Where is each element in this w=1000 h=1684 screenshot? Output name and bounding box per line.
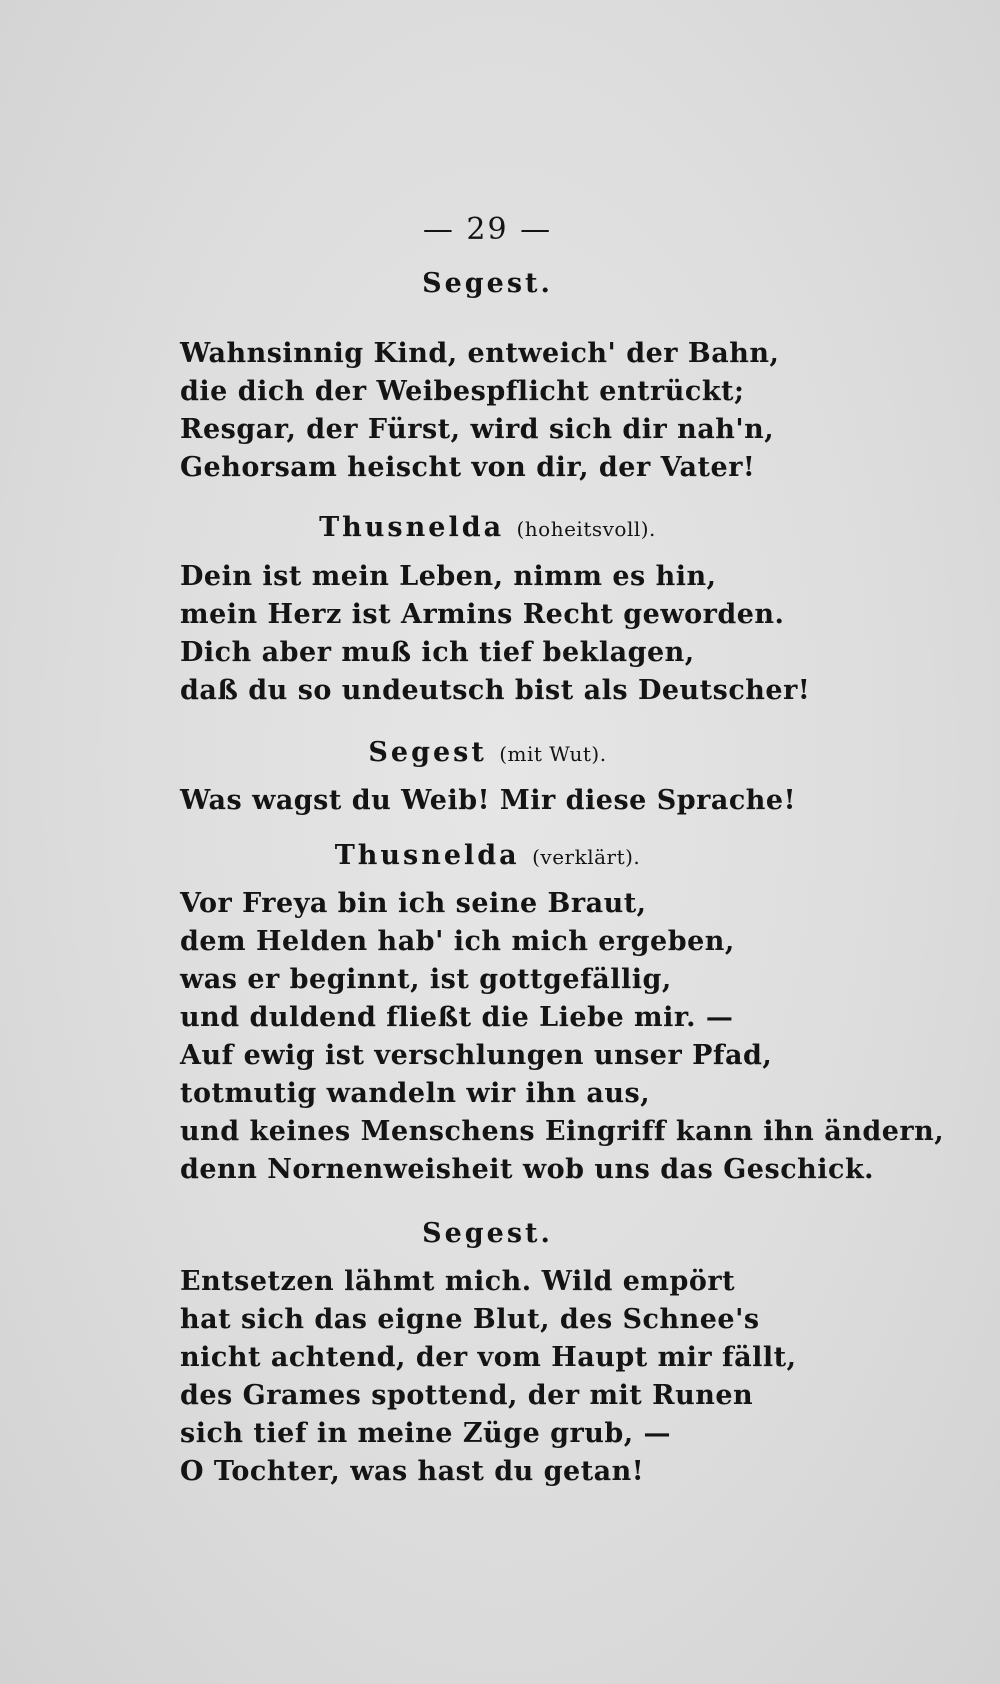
speaker-heading <box>0 268 975 299</box>
verse-line: und duldend fließt die Liebe mir. — <box>180 1002 734 1033</box>
speaker-name: Segest. <box>422 1218 553 1249</box>
verse-line: hat sich das eigne Blut, des Schnee's <box>180 1304 760 1335</box>
verse-line: des Grames spottend, der mit Runen <box>180 1380 754 1411</box>
verse-line: Auf ewig ist verschlungen unser Pfad, <box>180 1040 773 1071</box>
verse-line: dem Helden hab' ich mich ergeben, <box>180 926 735 957</box>
verse-line: Resgar, der Fürst, wird sich dir nah'n, <box>180 414 775 445</box>
verse-line: die dich der Weibespflicht entrückt; <box>180 376 745 407</box>
speaker-name: Thusnelda <box>319 512 505 543</box>
verse-line: Dich aber muß ich tief beklagen, <box>180 637 695 668</box>
verse-line: Gehorsam heischt von dir, der Vater! <box>180 452 756 483</box>
verse-line: daß du so undeutsch bist als Deutscher! <box>180 675 811 706</box>
speaker-heading <box>0 1218 975 1249</box>
speaker-heading <box>0 737 975 768</box>
speaker-heading <box>0 512 975 543</box>
stage-direction: (hoheitsvoll). <box>516 517 656 541</box>
verse-line: mein Herz ist Armins Recht geworden. <box>180 599 785 630</box>
speaker-name: Segest. <box>422 268 553 299</box>
verse-line: und keines Menschens Eingriff kann ihn ändern, <box>180 1116 945 1147</box>
verse-line: nicht achtend, der vom Haupt mir fällt, <box>180 1342 797 1373</box>
page-number: — 29 — <box>422 212 553 247</box>
speaker-name: Thusnelda <box>334 840 520 871</box>
verse-line: totmutig wandeln wir ihn aus, <box>180 1078 651 1109</box>
verse-line: denn Nornenweisheit wob uns das Geschick. <box>180 1154 875 1185</box>
verse-line: sich tief in meine Züge grub, — <box>180 1418 672 1449</box>
verse-line: Dein ist mein Leben, nimm es hin, <box>180 561 717 592</box>
verse-line: Wahnsinnig Kind, entweich' der Bahn, <box>180 338 780 369</box>
verse-line: Vor Freya bin ich seine Braut, <box>180 888 647 919</box>
speaker-heading <box>0 840 975 871</box>
verse-line: Was wagst du Weib! Mir diese Sprache! <box>180 785 796 816</box>
speaker-name: Segest <box>368 737 487 768</box>
verse-line: was er beginnt, ist gottgefällig, <box>180 964 672 995</box>
stage-direction: (verklärt). <box>532 845 641 869</box>
verse-line: O Tochter, was hast du getan! <box>180 1456 645 1487</box>
stage-direction: (mit Wut). <box>499 742 607 766</box>
verse-line: Entsetzen lähmt mich. Wild empört <box>180 1266 736 1297</box>
